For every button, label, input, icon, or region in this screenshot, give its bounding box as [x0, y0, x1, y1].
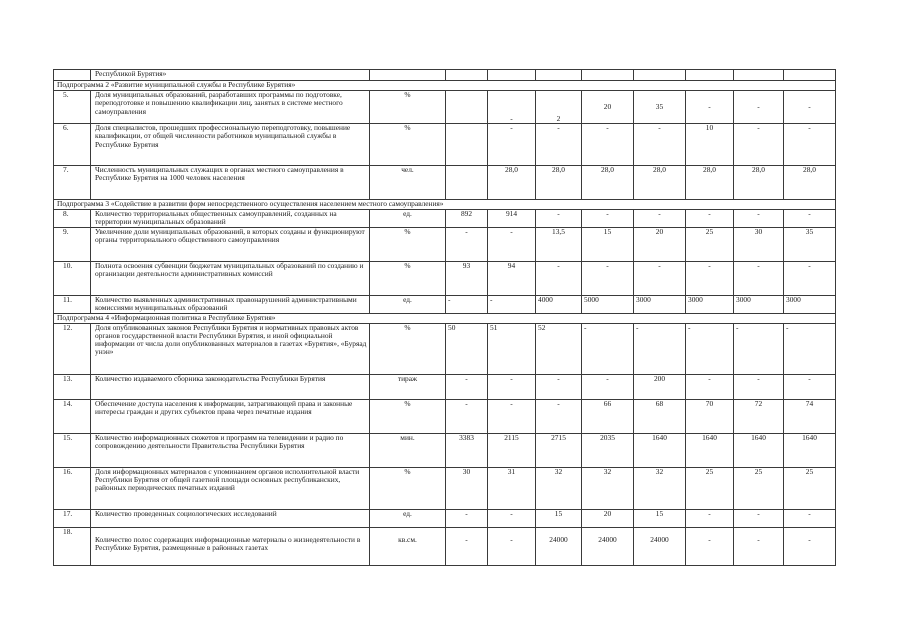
value-cell: - [488, 527, 536, 565]
unit-cell: % [370, 261, 446, 295]
table-row [54, 509, 836, 527]
value-cell: 32 [536, 467, 582, 509]
value-cell: 28,0 [734, 166, 784, 200]
indicator-name: Доля информационных материалов с упоминанием органов исполнительной власти Республики Бурятия от общей газетной площади основных республиканских, районных периодических печатных изданий [91, 467, 370, 509]
value-cell: - [686, 91, 734, 124]
value-cell: - [784, 323, 836, 374]
value-cell: 24000 [582, 527, 634, 565]
table-row [54, 210, 836, 228]
value-cell: - [446, 295, 488, 313]
value-cell: - [784, 124, 836, 166]
row-number [54, 70, 91, 81]
value-cell: - [784, 91, 836, 124]
row-number: 7. [54, 166, 91, 200]
value-cell: 892 [446, 210, 488, 228]
value-cell: 20 [634, 227, 686, 261]
indicator-name: Количество проведенных социологических исследований [91, 509, 370, 527]
value-cell: - [634, 261, 686, 295]
indicator-name: Республикой Бурятия» [91, 70, 370, 81]
value-cell: 28,0 [488, 166, 536, 200]
table-row [54, 124, 836, 166]
value-cell [488, 70, 536, 81]
table-row [54, 227, 836, 261]
table-row [54, 295, 836, 313]
value-cell: - [686, 261, 734, 295]
value-cell [536, 70, 582, 81]
value-cell: - [634, 323, 686, 374]
value-cell: - [634, 124, 686, 166]
value-cell: 3383 [446, 433, 488, 467]
value-cell: - [686, 509, 734, 527]
value-cell: - [784, 261, 836, 295]
table-row [54, 70, 836, 81]
row-number: 8. [54, 210, 91, 228]
value-cell: 72 [734, 399, 784, 433]
value-cell: 13,5 [536, 227, 582, 261]
value-cell: 3000 [734, 295, 784, 313]
value-cell: 200 [634, 374, 686, 399]
value-cell: 25 [686, 227, 734, 261]
value-cell [734, 70, 784, 81]
unit-cell: ед. [370, 295, 446, 313]
indicator-name: Увеличение доли муниципальных образований, в которых созданы и функционируют органы территориального общественного самоуправления [91, 227, 370, 261]
table-row [54, 433, 836, 467]
value-cell: - [634, 210, 686, 228]
value-cell [582, 70, 634, 81]
value-cell [784, 70, 836, 81]
value-cell [446, 124, 488, 166]
value-cell: 2035 [582, 433, 634, 467]
value-cell: - [446, 227, 488, 261]
value-cell: 66 [582, 399, 634, 433]
value-cell: - [446, 527, 488, 565]
value-cell: - [686, 374, 734, 399]
value-cell: - [582, 261, 634, 295]
value-cell: - [734, 374, 784, 399]
value-cell: 3000 [634, 295, 686, 313]
indicator-name: Количество информационных сюжетов и программ на телевидении и радио по сопровождению деятельности Правительства Республики Бурятия [91, 433, 370, 467]
section-header-row [54, 313, 836, 323]
unit-cell: ед. [370, 210, 446, 228]
value-cell: 25 [784, 467, 836, 509]
row-number: 11. [54, 295, 91, 313]
value-cell: 3000 [784, 295, 836, 313]
value-cell: 15 [582, 227, 634, 261]
value-cell [686, 70, 734, 81]
value-cell: 35 [784, 227, 836, 261]
row-number: 16. [54, 467, 91, 509]
unit-cell: чел. [370, 166, 446, 200]
value-cell: 15 [634, 509, 686, 527]
value-cell: 24000 [536, 527, 582, 565]
value-cell: - [582, 210, 634, 228]
value-cell: - [536, 210, 582, 228]
value-cell: 28,0 [784, 166, 836, 200]
value-cell: - [536, 261, 582, 295]
value-cell: 24000 [634, 527, 686, 565]
indicator-name: Обеспечение доступа населения к информации, затрагивающей права и законные интересы граждан и других субъектов права через печатные издания [91, 399, 370, 433]
value-cell: - [488, 124, 536, 166]
value-cell: - [488, 295, 536, 313]
value-cell: - [734, 509, 784, 527]
value-cell: - [488, 227, 536, 261]
value-cell: - [734, 124, 784, 166]
indicator-name: Количество территориальных общественных самоуправлений, созданных на территории муниципальных образований [91, 210, 370, 228]
section-title: Подпрограмма 3 «Содействие в развитии форм непосредственного осуществления населением местного самоуправления» [54, 200, 836, 210]
table-row [54, 527, 836, 565]
table-row [54, 261, 836, 295]
table-row [54, 323, 836, 374]
value-cell [634, 70, 686, 81]
value-cell: - [536, 124, 582, 166]
value-cell: 74 [784, 399, 836, 433]
value-cell: - [488, 509, 536, 527]
value-cell: 2115 [488, 433, 536, 467]
value-cell: 1640 [734, 433, 784, 467]
row-number: 13. [54, 374, 91, 399]
table-body [54, 70, 836, 566]
indicator-name: Количество издаваемого сборника законодательства Республики Бурятия [91, 374, 370, 399]
section-title: Подпрограмма 2 «Развитие муниципальной службы в Республике Бурятия» [54, 81, 836, 91]
row-number: 6. [54, 124, 91, 166]
indicator-name: Полнота освоения субвенции бюджетам муниципальных образований по созданию и организации деятельности административных комиссий [91, 261, 370, 295]
value-cell [446, 91, 488, 124]
unit-cell: % [370, 467, 446, 509]
value-cell: 1640 [634, 433, 686, 467]
value-cell: 1640 [686, 433, 734, 467]
unit-cell [370, 70, 446, 81]
unit-cell: % [370, 227, 446, 261]
value-cell: 30 [734, 227, 784, 261]
value-cell [446, 70, 488, 81]
value-cell: 5000 [582, 295, 634, 313]
indicator-name: Доля специалистов, прошедших профессиональную переподготовку, повышение квалификации, от общей численности работников муниципальной службы в Республике Бурятия [91, 124, 370, 166]
value-cell: 51 [488, 323, 536, 374]
value-cell: 914 [488, 210, 536, 228]
section-title: Подпрограмма 4 «Информационная политика в Республике Бурятия» [54, 313, 836, 323]
value-cell: - [734, 527, 784, 565]
section-header-row [54, 81, 836, 91]
row-number: 10. [54, 261, 91, 295]
value-cell: - [446, 399, 488, 433]
value-cell: - [582, 323, 634, 374]
value-cell: 52 [536, 323, 582, 374]
indicator-name: Доля опубликованных законов Республики Бурятия и нормативных правовых актов органов государственной власти Республики Бурятия, и иной официальной информации от числа доли опубликованных материалов в газетах «Бурятия», «Буряад унэн» [91, 323, 370, 374]
unit-cell: % [370, 124, 446, 166]
value-cell: - [734, 261, 784, 295]
value-cell: - [734, 323, 784, 374]
value-cell: - [446, 374, 488, 399]
value-cell: 32 [634, 467, 686, 509]
value-cell: - [582, 374, 634, 399]
value-cell: 15 [536, 509, 582, 527]
row-number: 12. [54, 323, 91, 374]
value-cell: 70 [686, 399, 734, 433]
value-cell: 93 [446, 261, 488, 295]
row-number: 15. [54, 433, 91, 467]
value-cell: - [784, 527, 836, 565]
value-cell: - [536, 399, 582, 433]
unit-cell: тираж [370, 374, 446, 399]
value-cell: 28,0 [634, 166, 686, 200]
value-cell: 2 [536, 91, 582, 124]
value-cell: 35 [634, 91, 686, 124]
value-cell: - [734, 210, 784, 228]
value-cell: 28,0 [582, 166, 634, 200]
table-row [54, 399, 836, 433]
value-cell: - [686, 527, 734, 565]
value-cell: 28,0 [686, 166, 734, 200]
table-row [54, 374, 836, 399]
value-cell: 1640 [784, 433, 836, 467]
unit-cell: % [370, 91, 446, 124]
value-cell: - [686, 210, 734, 228]
indicator-name: Количество выявленных административных правонарушений административными комиссиями муниципальных образований [91, 295, 370, 313]
value-cell: 10 [686, 124, 734, 166]
value-cell: - [446, 509, 488, 527]
value-cell: 32 [582, 467, 634, 509]
value-cell: 20 [582, 91, 634, 124]
value-cell: - [784, 374, 836, 399]
value-cell: - [686, 323, 734, 374]
value-cell: 3000 [686, 295, 734, 313]
value-cell: - [784, 210, 836, 228]
value-cell [446, 166, 488, 200]
row-number: 17. [54, 509, 91, 527]
value-cell: 25 [734, 467, 784, 509]
value-cell: 31 [488, 467, 536, 509]
value-cell: 25 [686, 467, 734, 509]
value-cell: - [488, 399, 536, 433]
unit-cell: ед. [370, 509, 446, 527]
section-header-row [54, 200, 836, 210]
value-cell: 2715 [536, 433, 582, 467]
value-cell: 30 [446, 467, 488, 509]
table-row [54, 166, 836, 200]
value-cell: 68 [634, 399, 686, 433]
value-cell: 20 [582, 509, 634, 527]
table-row [54, 467, 836, 509]
row-number: 9. [54, 227, 91, 261]
value-cell: 50 [446, 323, 488, 374]
indicator-name: Численность муниципальных служащих в органах местного самоуправления в Республике Бурятия на 1000 человек населения [91, 166, 370, 200]
row-number: 5. [54, 91, 91, 124]
indicator-name: Доля муниципальных образований, разработавших программы по подготовке, переподготовке и повышению квалификации лиц, занятых в системе местного самоуправления [91, 91, 370, 124]
unit-cell: % [370, 323, 446, 374]
value-cell: - [536, 374, 582, 399]
unit-cell: мин. [370, 433, 446, 467]
row-number: 14. [54, 399, 91, 433]
table-row [54, 91, 836, 124]
unit-cell: кв.см. [370, 527, 446, 565]
value-cell: 4000 [536, 295, 582, 313]
value-cell: - [784, 509, 836, 527]
value-cell: 94 [488, 261, 536, 295]
value-cell: - [582, 124, 634, 166]
unit-cell: % [370, 399, 446, 433]
value-cell: - [488, 91, 536, 124]
value-cell: - [488, 374, 536, 399]
indicator-name: Количество полос содержащих информационные материалы о жизнедеятельности в Республике Бурятия, размещенные в районных газетах [91, 527, 370, 565]
value-cell: 28,0 [536, 166, 582, 200]
indicators-table [53, 69, 836, 566]
value-cell: - [734, 91, 784, 124]
row-number: 18. [54, 527, 91, 565]
